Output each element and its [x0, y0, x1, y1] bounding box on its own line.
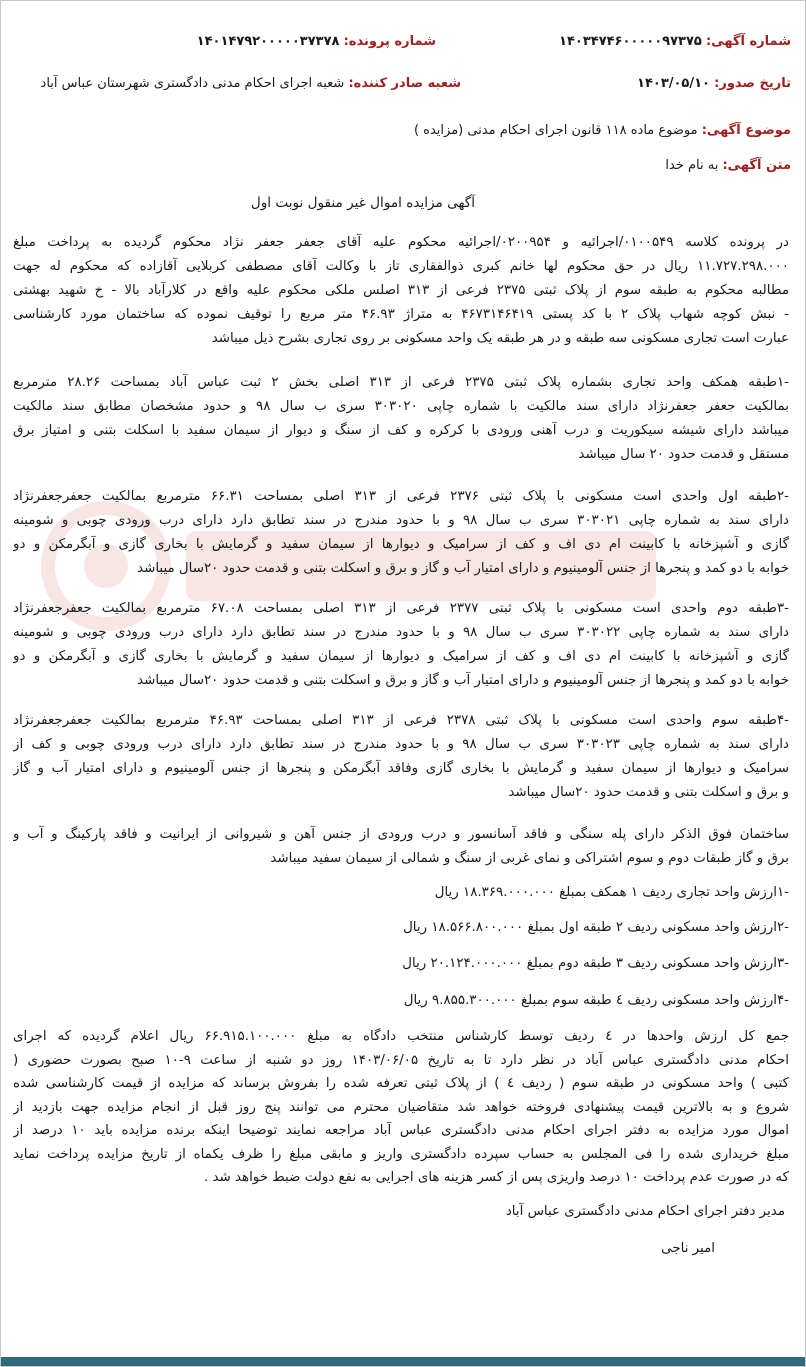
bottom-bar	[1, 1357, 805, 1366]
case-number: ۱۴۰۱۴۷۹۲۰۰۰۰۰۳۷۳۷۸	[196, 34, 340, 49]
text-line: شروع و به بالاترین قیمت پیشنهادی فروخته خواهد شد متقاضیان محترم می توانند پنج روز قبل از انجام مزایده جهت بازدید از	[13, 1099, 789, 1115]
text-line: سرامیک و دیوارها از سیمان سفید و گرمایش با بخاری گازی وفاقد آبگرمکن و پنجرها از جنس آلومینیوم و دارای امتیار آب و گاز	[13, 761, 789, 776]
body-intro-value: به نام خدا	[665, 158, 719, 173]
body-intro-label: متن آگهی:	[722, 158, 791, 173]
text-line: اموال مورد مزایده به دفتر اجرای احکام مدنی دادگستری عباس آباد مراجعه نمایند توضیحا اینکه برنده مزایده باید ۱۰ درصد از	[13, 1123, 789, 1138]
text-line: عبارت است تجاری مسکونی سه طبقه و در هر طبقه یک واحد مسکونی بر روی تجاری بشرح ذیل میباشد	[211, 331, 789, 346]
text-line: ساختمان فوق الذکر دارای پله سنگی و فاقد آسانسور و درب ورودی از جنس آهن و شیروانی از ایرانیت و فاقد پارکینگ و آب و	[13, 827, 789, 842]
subject-label: موضوع آگهی:	[701, 123, 791, 138]
text-line: -۲طبقه اول واحدی است مسکونی با پلاک ثبتی ۲۳۷۶ فرعی از ۳۱۳ اصلی بمساحت ۶۶.۳۱ مترمربع بمالکیت جعفرجعفرنژاد	[13, 489, 789, 504]
text-line: -۴طبقه سوم واحدی است مسکونی با پلاک ثبتی ۲۳۷۸ فرعی از ۳۱۳ اصلی بمساحت ۴۶.۹۳ مترمربع بمالکیت جعفرجعفرنژاد	[13, 713, 789, 728]
header-row-1	[15, 31, 791, 53]
valuation-item-2: -۲ارزش واحد مسکونی ردیف ۲ طبقه اول بمبلغ ۱۸.۵۶۶.۸۰۰.۰۰۰ ریال	[403, 920, 789, 935]
issuer-label: شعبه صادر کننده:	[348, 76, 461, 91]
subject-row	[15, 120, 791, 142]
issue-date-block	[637, 73, 791, 95]
text-line: برق و گاز طبقات دوم و سوم اشتراکی و نمای غربی از سنگ و شمالی از سیمان سفید میباشد	[270, 851, 789, 866]
text-line: و برق و اسکلت بتنی و قدمت حدود ۲۰سال میباشد	[508, 785, 789, 800]
text-line: گازی و آشپزخانه با کابینت ام دی اف و کف از سرامیک و دیوارها از سیمان سفید و گرمایش با بخاری گازی و آبگرمکن و دو	[13, 537, 789, 552]
issuer: شعبه اجرای احکام مدنی دادگستری شهرستان عباس آباد	[40, 76, 345, 91]
text-line: -۱طبقه همکف واحد تجاری بشماره پلاک ثبتی ۲۳۷۵ فرعی از ۳۱۳ اصلی بخش ۲ ثبت عباس آباد بمساحت ۲۸.۲۶ مترمربع	[13, 375, 789, 390]
paragraph-unit-2	[13, 485, 789, 581]
valuation-item-3: -۳ارزش واحد مسکونی ردیف ۳ طبقه دوم بمبلغ ۲۰.۱۲۴.۰۰۰.۰۰۰ ریال	[402, 956, 789, 971]
text-line: مبلغ خریداری شده را فی المجلس به حساب سپرده دادگستری واریز و مابقی مبلغ را ظرف یکماه از تاریخ مزایده پرداخت نماید	[13, 1146, 789, 1162]
text-line: مطالبه محکوم به طبقه سوم از پلاک ثبتی ۲۳۷۵ فرعی از ۳۱۳ اصلس ملکی محکوم علیه واقع در کلارآباد بالا - خ شهید بهشتی	[13, 283, 789, 298]
paragraph-unit-3	[13, 597, 789, 693]
text-line: خوابه با دو کمد و پنجرها از جنس آلومینیوم و دارای امتیار آب و گاز و برق و اسکلت بتنی و قدمت حدود ۲۰سال میباشد	[137, 561, 789, 576]
text-line: میباشد دارای شیشه سیکوریت و درب آهنی ورودی با کرکره و کف از سنگ و دیوار از سیمان سفید با اسکلت بتنی و امتیاز برق	[13, 423, 789, 438]
paragraph-intro	[13, 231, 789, 351]
paragraph-building	[13, 823, 789, 871]
body-intro-row	[15, 155, 791, 177]
text-line: مستقل و قدمت حدود ۲۰ سال میباشد	[578, 447, 789, 462]
text-line: خوابه با دو کمد و پنجرها از جنس آلومینیوم و دارای امتیار آب و گاز و برق و اسکلت بتنی و قدمت حدود ۲۰سال میباشد	[137, 673, 789, 688]
paragraph-unit-4	[13, 709, 789, 805]
issue-date: ۱۴۰۳/۰۵/۱۰	[637, 76, 710, 91]
paragraph-closing	[13, 1025, 789, 1190]
text-line: دارای سند به شماره چاپی ۳۰۳۰۲۳ سری ب سال ۹۸ و با حدود مندرج در سند تطابق دارد دارای درب ورودی چوبی و کف از	[13, 737, 789, 752]
header-row-2	[15, 73, 791, 95]
notice-number: ۱۴۰۳۴۷۴۶۰۰۰۰۰۹۷۳۷۵	[559, 34, 702, 49]
text-line: ۱۱.۷۲۷.۲۹۸.۰۰۰ ریال در حق محکوم لها خانم کبری ذوالفقاری تاز با وکالت آقای مصطفی کربلایی آقازاده که محکوم له جهت	[13, 259, 789, 274]
case-number-label: شماره پرونده:	[343, 34, 436, 49]
subject-block	[414, 120, 791, 142]
signature-name: امیر ناجی	[661, 1241, 715, 1256]
notice-number-block	[559, 31, 791, 53]
case-number-block	[197, 31, 436, 53]
text-line: کتبی ) واحد مسکونی در طبقه سوم ( ردیف ٤ ) از پلاک ثبتی تعرفه شده را بفروش برساند که مزایده از قیمت کارشناسی شده	[13, 1076, 789, 1091]
notice-number-label: شماره آگهی:	[705, 34, 791, 49]
text-line: -۳طبقه دوم واحدی است مسکونی با پلاک ثبتی ۲۳۷۷ فرعی از ۳۱۳ اصلی بمساحت ۶۷.۰۸ مترمربع بمالکیت جعفرجعفرنژاد	[13, 601, 789, 616]
text-line: دارای سند به شماره چاپی ۳۰۳۰۲۲ سری ب سال ۹۸ و با حدود مندرج در سند تطابق دارد دارای درب ورودی چوبی و شومینه	[13, 625, 789, 640]
valuation-item-1: -۱ارزش واحد تجاری ردیف ۱ همکف بمبلغ ۱۸.۳۶۹.۰۰۰.۰۰۰ ریال	[434, 885, 789, 900]
notice-title: آگهی مزایده اموال غیر منقول نوبت اول	[250, 195, 475, 211]
issuer-block	[41, 73, 461, 95]
issue-date-label: تاریخ صدور:	[714, 76, 791, 91]
valuation-item-4: -۴ارزش واحد مسکونی ردیف ٤ طبقه سوم بمبلغ ۹.۸۵۵.۳۰۰.۰۰۰ ریال	[403, 993, 789, 1008]
text-line: در پرونده کلاسه ۰۱۰۰۵۴۹/اجرائیه و ۰۲۰۰۹۵۴/اجرائیه محکوم علیه آقای جعفر جعفر نژاد محکوم گردیده به پرداخت مبلغ	[13, 235, 789, 250]
text-line: جمع کل ارزش واحدها در ٤ ردیف توسط کارشناس منتخب دادگاه به مبلغ ۶۶.۹۱۵.۱۰۰.۰۰۰ ریال اعلام گردیده که اجرای	[13, 1029, 789, 1044]
text-line: بمالکیت جعفر جعفرنژاد دارای سند مالکیت با شماره چاپی ۳۰۳۰۲۰ سری ب سال ۹۸ و حدود مشخصان مطابق سند مالکیت	[13, 399, 789, 414]
body-intro-block	[665, 155, 791, 177]
text-line: دارای سند به شماره چاپی ۳۰۳۰۲۱ سری ب سال ۹۸ و با حدود مندرج در سند تطابق دارد دارای درب ورودی چوبی و شومینه	[13, 513, 789, 528]
text-line: که در صورت عدم پرداخت ۱۰ درصد واریزی پس از کسر هزینه های اجرایی به نفع دولت ضبط خواهد شد .	[203, 1170, 789, 1185]
text-line: گازی و آشپزخانه با کابینت ام دی اف و کف از سرامیک و دیوارها از سیمان سفید و گرمایش با بخاری گازی و آبگرمکن و دو	[13, 649, 789, 664]
text-line: احکام مدنی دادگستری عباس آباد در نظر دارد تا به تاریخ ۱۴۰۳/۰۶/۰۵ روز دو شنبه از ساعت ۹-۱۰ صبح بصورت حضوری (	[13, 1052, 789, 1068]
subject-value: موضوع ماده ۱۱۸ قانون اجرای احکام مدنی (مزایده )	[413, 123, 698, 138]
signature-office: مدیر دفتر اجرای احکام مدنی دادگستری عباس آباد	[505, 1204, 785, 1219]
paragraph-unit-1	[13, 371, 789, 467]
text-line: - نبش کوچه شهاب پلاک ۲ با کد پستی ۴۶۷۳۱۴۶۴۱۹ به متراژ ۴۶.۹۳ متر مربع را توقیف نموده که ساختمان مورد کارشناسی	[13, 307, 789, 322]
